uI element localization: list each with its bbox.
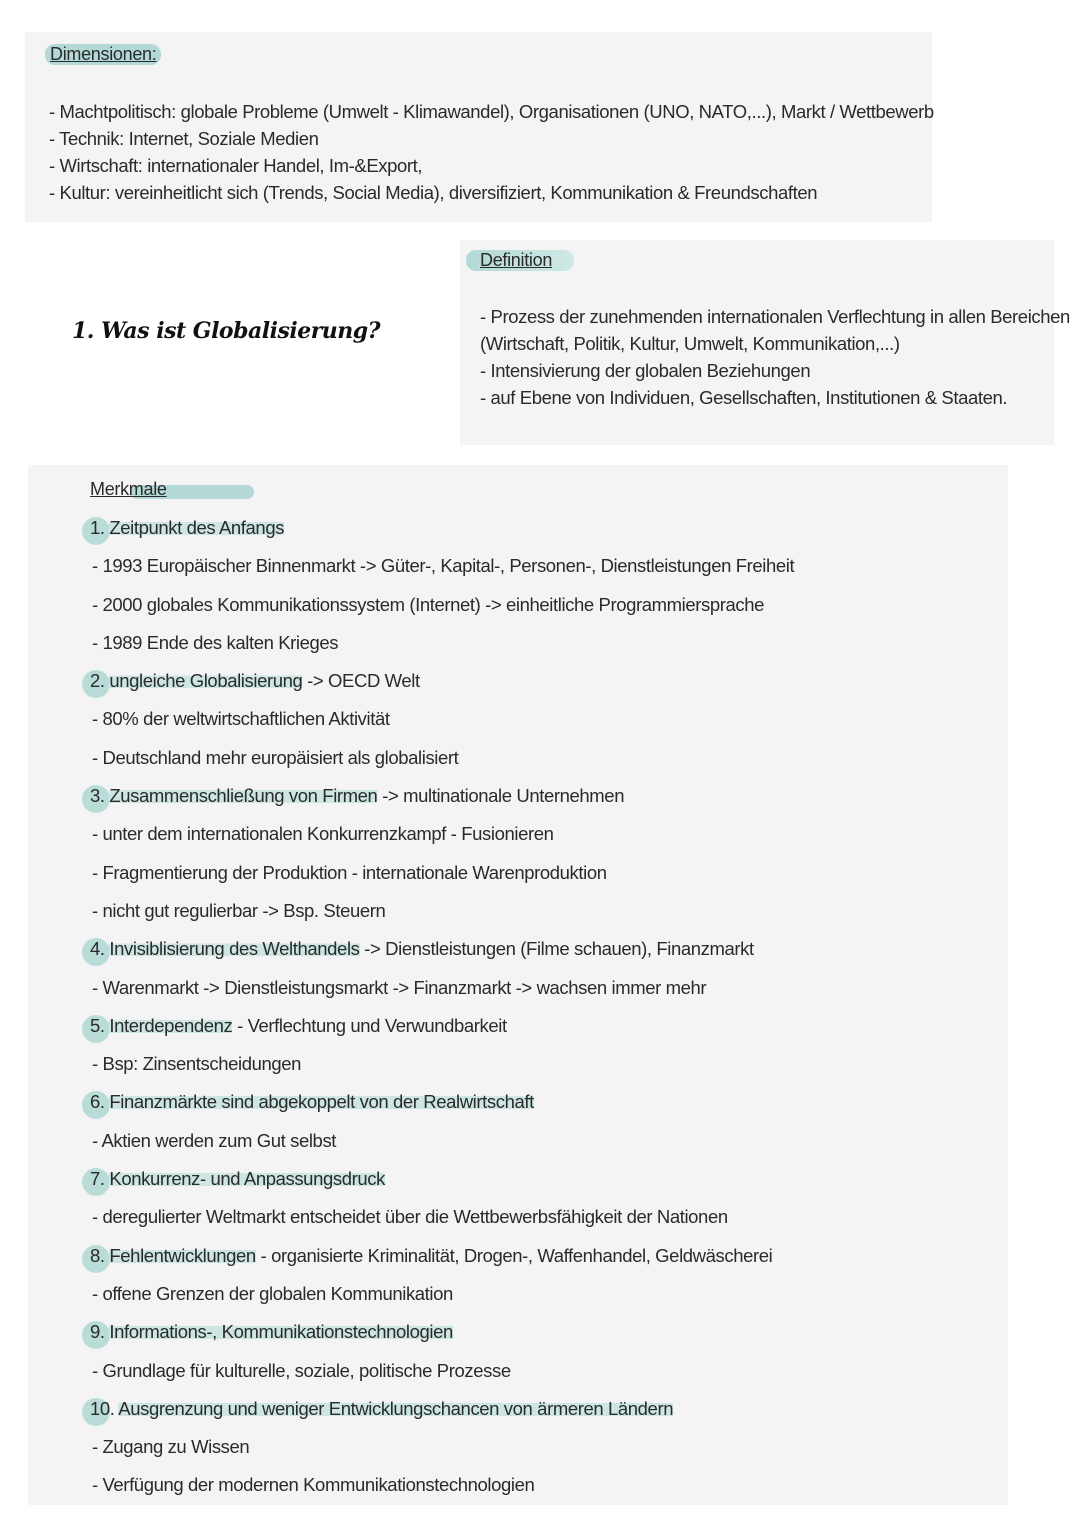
merkmal-heading-row [90,513,794,551]
merkmal-title: Zeitpunkt des Anfangs [109,517,285,538]
merkmale-box [28,465,1008,1505]
merkmal-heading-row [90,781,794,819]
merkmal-detail-line: - 1993 Europäischer Binnenmarkt -> Güter-, Kapital-, Personen-, Dienstleistungen Freiheit [92,555,795,577]
merkmal-title: Informations-, Kommunikationstechnologien [109,1321,453,1343]
merkmal-title: Finanzmärkte sind abgekoppelt von der Realwirtschaft [109,1091,534,1113]
merkmal-detail-line: - Zugang zu Wissen [92,1436,250,1458]
dimensions-list [49,98,934,206]
dimension-line: - Technik: Internet, Soziale Medien [49,128,319,149]
merkmal-detail-line: - 2000 globales Kommunikationssystem (Internet) -> einheitliche Programmiersprache [92,593,765,615]
merkmal-detail-line: - Grundlage für kulturelle, soziale, politische Prozesse [92,1359,511,1381]
dimension-line: - Kultur: vereinheitlicht sich (Trends, Social Media), diversifiziert, Kommunikation & Freundschaften [49,182,818,203]
merkmal-detail-line: - Verfügung der modernen Kommunikationstechnologien [92,1474,535,1496]
merkmal-heading-row [90,1394,794,1432]
merkmal-number: 5. [90,1011,105,1041]
merkmal-number: 8. [90,1241,105,1271]
dimension-line: - Wirtschaft: internationaler Handel, Im-&Export, [49,155,423,176]
merkmal-title-rest: - Verflechtung und Verwundbarkeit [232,1014,507,1036]
definition-heading: Definition [466,250,574,271]
merkmal-title-rest: - organisierte Kriminalität, Drogen-, Waffenhandel, Geldwäscherei [255,1244,773,1266]
definition-box [460,240,1070,445]
dimension-line: - Machtpolitisch: globale Probleme (Umwelt - Klimawandel), Organisationen (UNO, NATO,...), Markt / Wettbewerb [49,101,934,122]
merkmal-heading-row [90,1087,794,1125]
merkmal-detail-line: - 80% der weltwirtschaftlichen Aktivität [92,708,390,730]
merkmal-number: 4. [90,934,105,964]
definition-line: (Wirtschaft, Politik, Kultur, Umwelt, Kommunikation,...) [480,333,900,354]
merkmal-detail-line: - deregulierter Weltmarkt entscheidet über die Wettbewerbsfähigkeit der Nationen [92,1206,728,1228]
merkmal-number: 2. [90,666,105,696]
merkmal-number: 10. [90,1394,115,1424]
merkmal-title: Interdependenz [109,1014,233,1036]
merkmal-number: 7. [90,1164,105,1194]
merkmal-title: Fehlentwicklungen [109,1244,256,1266]
merkmal-number: 9. [90,1317,105,1347]
merkmal-number: 3. [90,781,105,811]
dimensions-heading: Dimensionen: [45,44,161,65]
merkmal-detail-line: - Deutschland mehr europäisiert als globalisiert [92,746,459,768]
definition-list [480,303,1070,411]
merkmal-detail-line: - unter dem internationalen Konkurrenzkampf - Fusionieren [92,823,554,845]
merkmal-heading-row [90,1164,794,1202]
merkmal-detail-line: - 1989 Ende des kalten Krieges [92,631,339,653]
merkmal-number: 1. [90,513,105,543]
merkmal-heading-row [90,934,794,972]
dimensions-box [25,32,932,222]
merkmal-number: 6. [90,1087,105,1117]
definition-line: - auf Ebene von Individuen, Gesellschaften, Institutionen & Staaten. [480,387,1008,408]
merkmal-detail-line: - offene Grenzen der globalen Kommunikation [92,1282,453,1304]
page-title: 1. Was ist Globalisierung? [72,318,381,344]
merkmal-heading-row [90,1241,794,1279]
merkmal-title-rest: -> Dienstleistungen (Filme schauen), Finanzmarkt [359,938,754,960]
merkmal-title: ungleiche Globalisierung [109,670,303,692]
merkmal-detail-line: - Fragmentierung der Produktion - internationale Warenproduktion [92,861,607,883]
merkmale-heading: Merkmale [90,479,167,499]
merkmal-heading-row [90,666,794,704]
merkmal-title: Ausgrenzung und weniger Entwicklungschancen von ärmeren Ländern [118,1397,674,1419]
merkmal-detail-line: - Warenmarkt -> Dienstleistungsmarkt -> Finanzmarkt -> wachsen immer mehr [92,976,707,998]
merkmal-detail-line: - nicht gut regulierbar -> Bsp. Steuern [92,899,386,921]
definition-line: - Intensivierung der globalen Beziehungen [480,360,811,381]
merkmal-detail-line: - Bsp: Zinsentscheidungen [92,1053,302,1075]
merkmale-list [90,513,794,1509]
merkmal-title: Invisiblisierung des Welthandels [109,938,360,960]
merkmal-title-rest: -> OECD Welt [302,670,420,692]
merkmal-heading-row [90,1317,794,1355]
merkmal-title-rest: -> multinationale Unternehmen [377,785,625,807]
definition-line: - Prozess der zunehmenden internationalen Verflechtung in allen Bereichen [480,306,1070,327]
merkmal-heading-row [90,1011,794,1049]
merkmal-title: Konkurrenz- und Anpassungsdruck [109,1168,385,1190]
merkmal-title: Zusammenschließung von Firmen [109,785,378,807]
merkmal-detail-line: - Aktien werden zum Gut selbst [92,1129,337,1151]
